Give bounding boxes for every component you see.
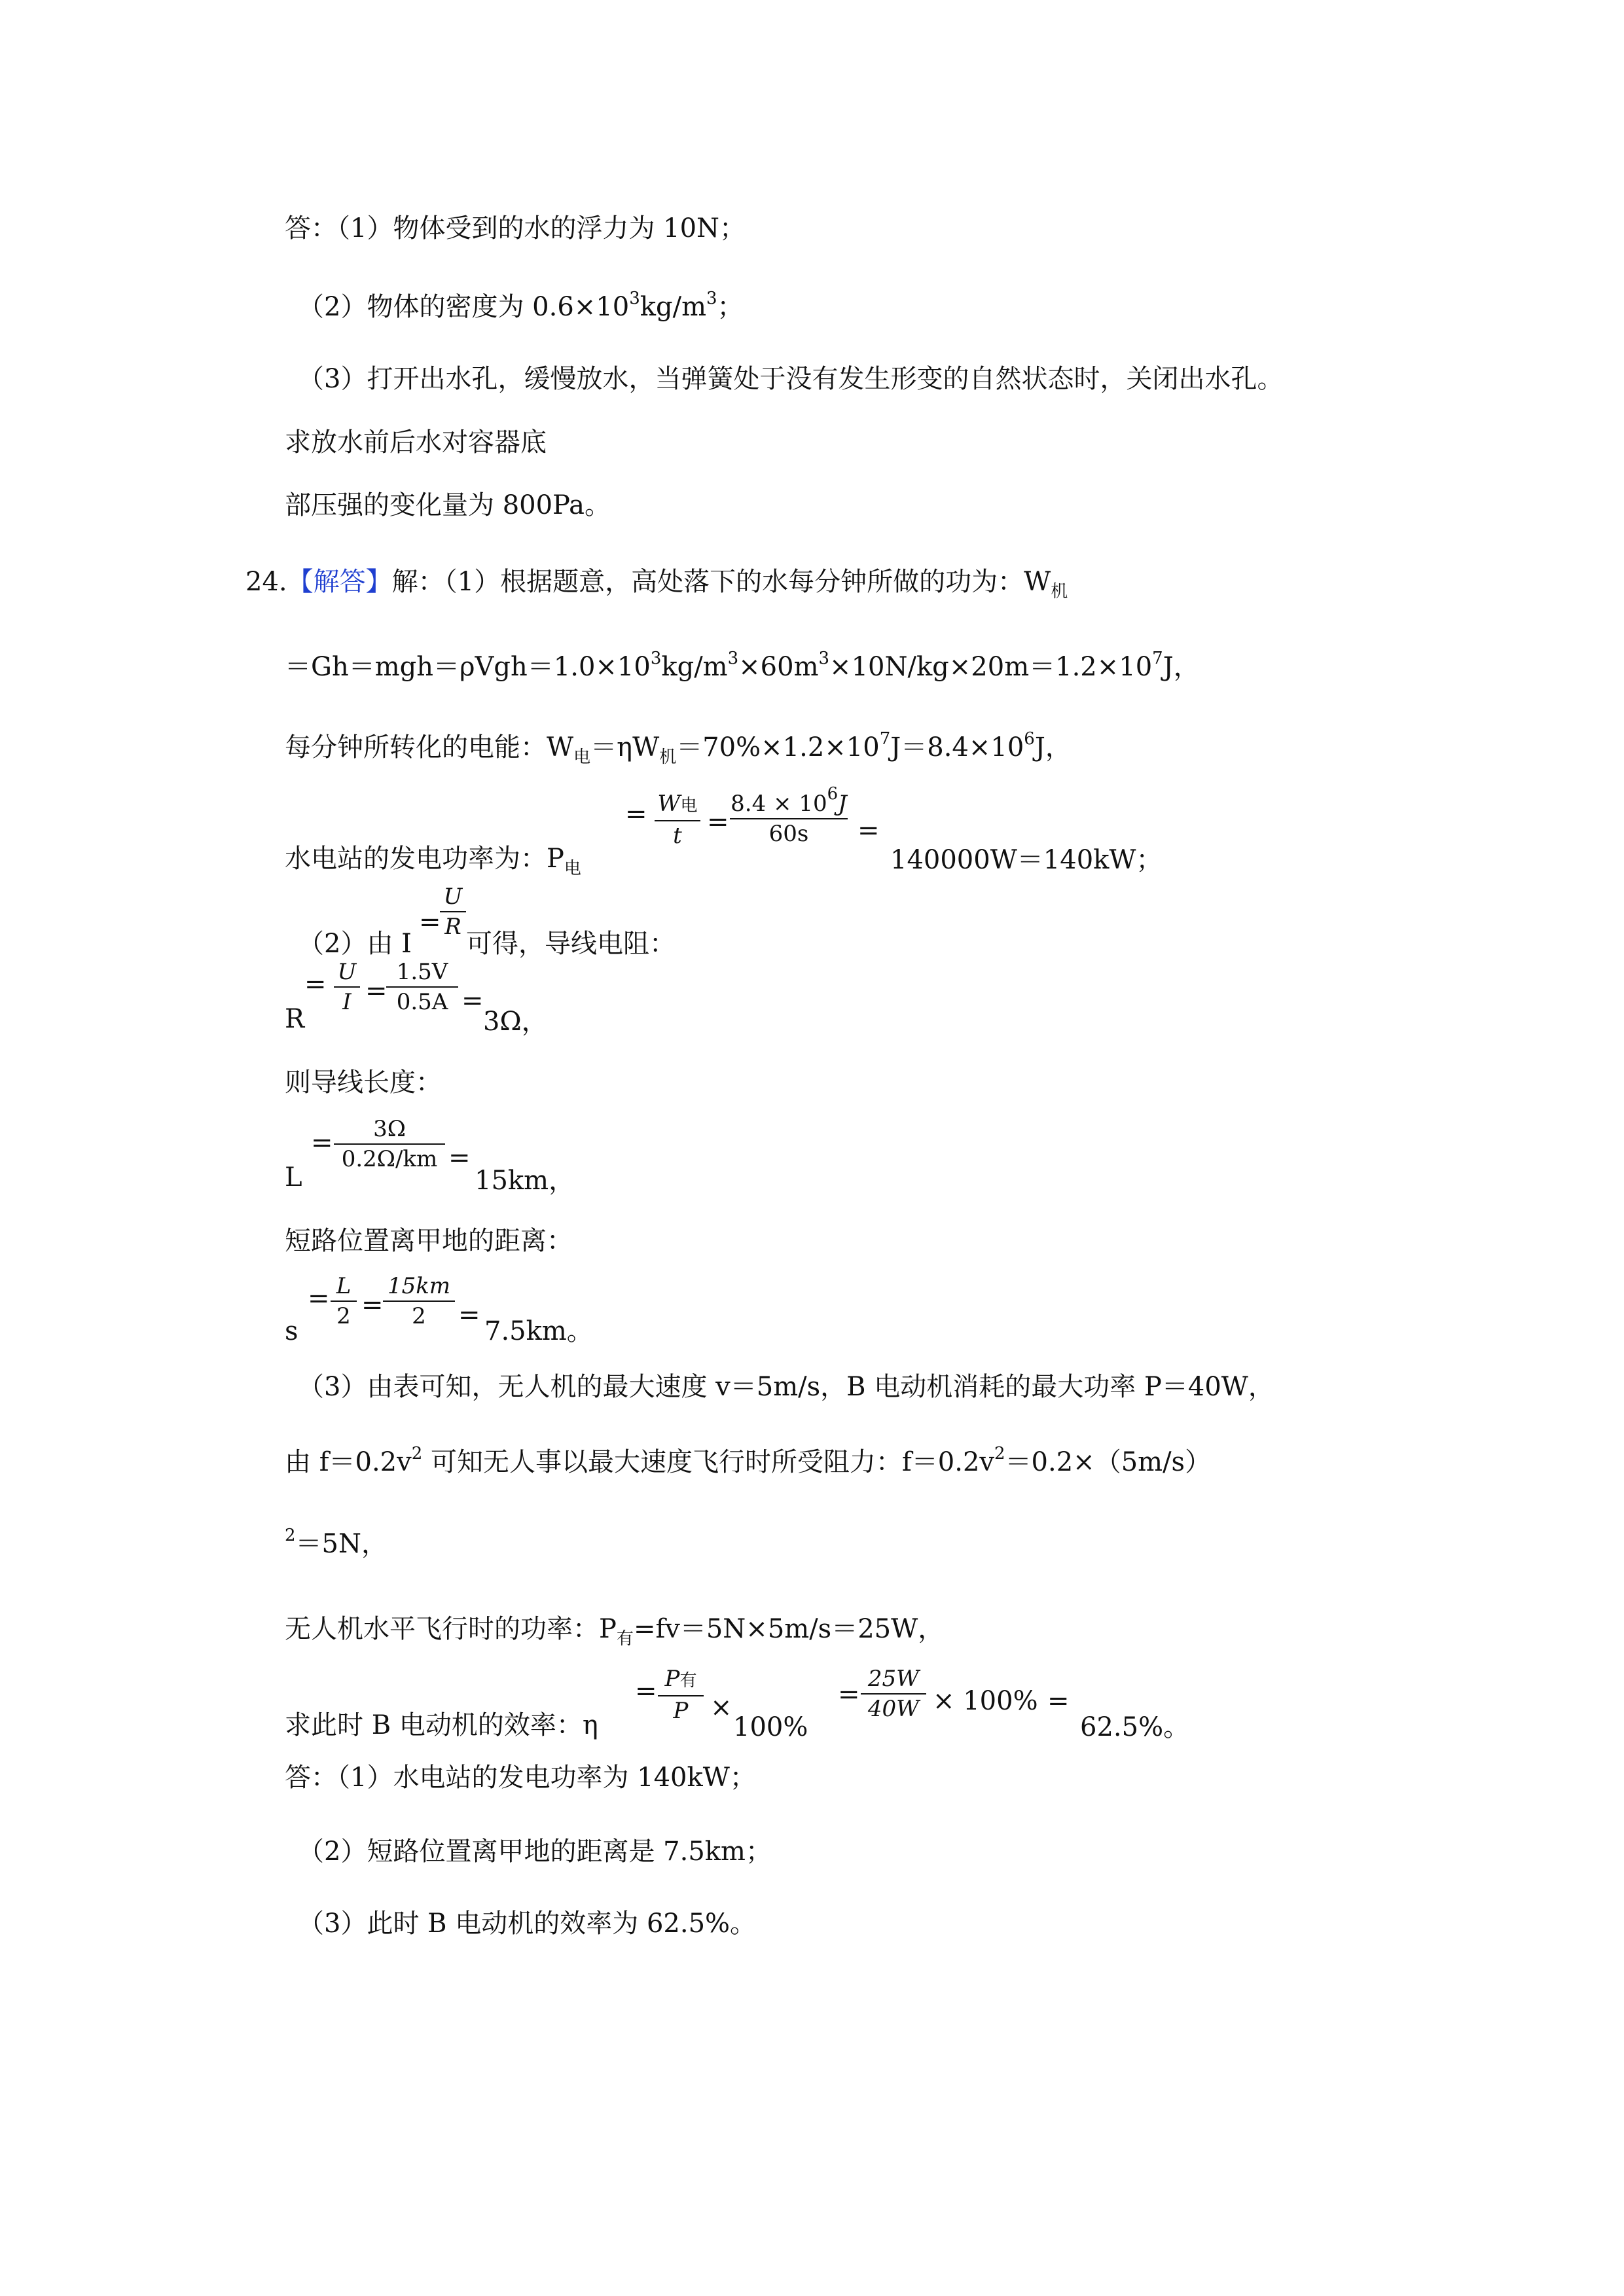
exponent: 3: [818, 649, 830, 668]
exponent: 2: [411, 1444, 423, 1463]
equals-sign: =: [311, 1128, 333, 1158]
exponent: 7: [879, 729, 891, 749]
subscript: 机: [1051, 582, 1068, 601]
efficiency-result: 62.5%。: [1080, 1712, 1190, 1742]
numerator: U: [443, 884, 463, 910]
denominator: 2: [412, 1303, 426, 1329]
text: （2）物体的密度为 0.6×10: [298, 292, 630, 322]
text: ＝ηW: [590, 732, 660, 762]
text: 解：（1）根据题意，高处落下的水每分钟所做的功为：W: [391, 567, 1051, 597]
text: 每分钟所转化的电能：W: [285, 732, 574, 762]
denominator: t: [673, 823, 682, 849]
exponent: 6: [827, 784, 839, 804]
power-line-label: [285, 843, 581, 878]
text: 8.4 × 10: [731, 791, 827, 817]
text: ＝70%×1.2×10: [676, 732, 880, 762]
equals-sign: =: [707, 807, 729, 837]
denominator: 0.5A: [396, 989, 448, 1015]
text: 可得，导线电阻：: [466, 929, 676, 959]
exponent: 2: [285, 1526, 296, 1545]
subscript: 机: [659, 747, 677, 767]
equals-sign: =: [419, 907, 441, 937]
text: kg/m: [640, 292, 706, 322]
denominator: [730, 821, 848, 847]
answer-line: 答：（1）水电站的发电功率为 140kW；: [285, 1763, 756, 1793]
numerator: 15km: [387, 1273, 451, 1299]
text-line: （3）由表可知，无人机的最大速度 v＝5m/s，B 电动机消耗的最大功率 P＝40W，: [298, 1372, 1274, 1402]
text-line: 短路位置离甲地的距离：: [285, 1226, 573, 1256]
text: ＝5N，: [295, 1529, 388, 1559]
fraction-bar: [440, 911, 466, 912]
fraction-15km-over-2: [383, 1273, 455, 1329]
times-sign: ×: [710, 1693, 732, 1723]
equation-line: [285, 1528, 388, 1560]
denominator: 40W: [867, 1696, 920, 1722]
denominator: 0.2Ω/km: [341, 1146, 438, 1172]
fraction-25w-over-40w: [861, 1666, 926, 1722]
fraction-bar: [655, 820, 700, 821]
resistance-label: R: [285, 1004, 305, 1034]
numerator: [730, 784, 848, 817]
text: 水电站的发电功率为：P: [285, 844, 564, 874]
solution-tag: 【解答】: [287, 567, 392, 597]
equals-sign: =: [838, 1679, 860, 1710]
equals-sign: =: [361, 1290, 384, 1320]
answer-line: 求放水前后水对容器底: [285, 427, 547, 457]
power-result: 140000W＝140kW；: [890, 845, 1163, 875]
question-header: [245, 566, 1068, 601]
text: =fv＝5N×5m/s＝25W，: [633, 1614, 945, 1644]
text: 60s: [768, 821, 809, 847]
fraction-energy-over-time: [730, 784, 848, 847]
text: ＝Gh＝mgh＝ρVgh＝1.0×10: [285, 652, 651, 682]
times-percent: × 100%: [933, 1686, 1038, 1716]
distance-result: 7.5km。: [484, 1316, 593, 1346]
percent-text: 100%: [733, 1712, 808, 1742]
text: P: [664, 1666, 680, 1692]
fraction-u-over-r: [440, 884, 466, 940]
text: 无人机水平飞行时的功率：P: [285, 1614, 617, 1644]
exponent: 3: [706, 289, 717, 308]
equals-sign: =: [857, 816, 880, 846]
numerator: 1.5V: [396, 959, 448, 985]
equals-sign: =: [365, 976, 388, 1006]
fraction-bar: [383, 1300, 455, 1302]
text: 可知无人事以最大速度飞行时所受阻力：f＝0.2v: [422, 1447, 995, 1477]
denominator: P: [673, 1698, 689, 1724]
exponent: 2: [994, 1444, 1005, 1463]
exponent: 7: [1152, 649, 1163, 668]
text: J，: [1163, 652, 1200, 682]
text: ×60m: [738, 652, 819, 682]
fraction-voltage-over-current: [386, 959, 458, 1015]
numerator: L: [336, 1273, 352, 1299]
answer-line: （2）短路位置离甲地的距离是 7.5km；: [298, 1837, 772, 1867]
equals-sign: =: [635, 1676, 657, 1706]
answer-line: 部压强的变化量为 800Pa。: [285, 490, 611, 520]
exponent: 6: [1024, 729, 1035, 749]
equation-line: [285, 729, 1072, 767]
text: W: [657, 791, 681, 817]
denominator: I: [342, 989, 352, 1015]
fraction-bar: [331, 1300, 357, 1302]
denominator: 2: [336, 1303, 351, 1329]
text: J: [838, 791, 847, 817]
answer-line: 答：（1）物体受到的水的浮力为 10N；: [285, 213, 746, 243]
equation-line: [285, 1446, 1211, 1478]
distance-label: s: [285, 1316, 298, 1346]
text: J＝8.4×10: [890, 732, 1024, 762]
answer-line: （3）此时 B 电动机的效率为 62.5%。: [298, 1909, 757, 1939]
denominator: R: [444, 914, 461, 940]
fraction-p-useful-over-p: [658, 1666, 704, 1724]
numerator: [655, 791, 700, 819]
text: J，: [1034, 732, 1072, 762]
fraction-bar: [334, 1143, 445, 1145]
subscript: 电: [680, 796, 698, 816]
equation-line: [285, 1613, 945, 1649]
exponent: 3: [629, 289, 640, 308]
text: kg/m: [661, 652, 728, 682]
length-label: L: [285, 1162, 302, 1193]
fraction-bar: [658, 1695, 704, 1696]
subscript: 有: [679, 1671, 697, 1691]
answer-line: [298, 291, 744, 323]
efficiency-label: 求此时 B 电动机的效率：η: [285, 1710, 598, 1740]
answer-line: （3）打开出水孔，缓慢放水，当弹簧处于没有发生形变的自然状态时，关闭出水孔。: [298, 364, 1284, 394]
numerator: U: [337, 959, 357, 985]
equals-sign: =: [448, 1143, 471, 1173]
text: （2）由 I: [298, 929, 412, 959]
equals-sign: =: [625, 799, 647, 829]
equals-sign: =: [1047, 1686, 1070, 1716]
fraction-resistance-over-rate: [334, 1116, 445, 1172]
question-number: 24.: [245, 567, 287, 597]
numerator: [658, 1666, 704, 1694]
text: ；: [717, 292, 744, 322]
exponent: 3: [727, 649, 739, 668]
fraction-bar: [730, 818, 848, 819]
subscript: 电: [564, 859, 581, 878]
subscript: 电: [573, 747, 591, 767]
ohm-law-line: [298, 928, 412, 960]
text: ＝0.2×（5m/s）: [1005, 1447, 1212, 1477]
equals-sign: =: [461, 986, 484, 1016]
equals-sign: =: [308, 1283, 330, 1314]
equals-sign: =: [458, 1300, 480, 1330]
fraction-u-over-i: [334, 959, 360, 1015]
text: ×10N/kg×20m＝1.2×10: [829, 652, 1153, 682]
exponent: 3: [650, 649, 662, 668]
equation-line: [285, 651, 1200, 683]
numerator: 3Ω: [373, 1116, 406, 1142]
text: 由 f＝0.2v: [285, 1447, 412, 1477]
numerator: 25W: [867, 1666, 920, 1692]
fraction-bar: [861, 1693, 926, 1695]
text-line: 则导线长度：: [285, 1067, 442, 1098]
fraction-bar: [386, 986, 458, 988]
fraction-w-over-t: [655, 791, 700, 849]
subscript: 有: [616, 1629, 634, 1649]
length-result: 15km，: [475, 1166, 575, 1196]
resistance-result: 3Ω，: [483, 1007, 548, 1037]
fraction-bar: [334, 986, 360, 988]
equals-sign: =: [304, 969, 327, 999]
fraction-l-over-2: [331, 1273, 357, 1329]
